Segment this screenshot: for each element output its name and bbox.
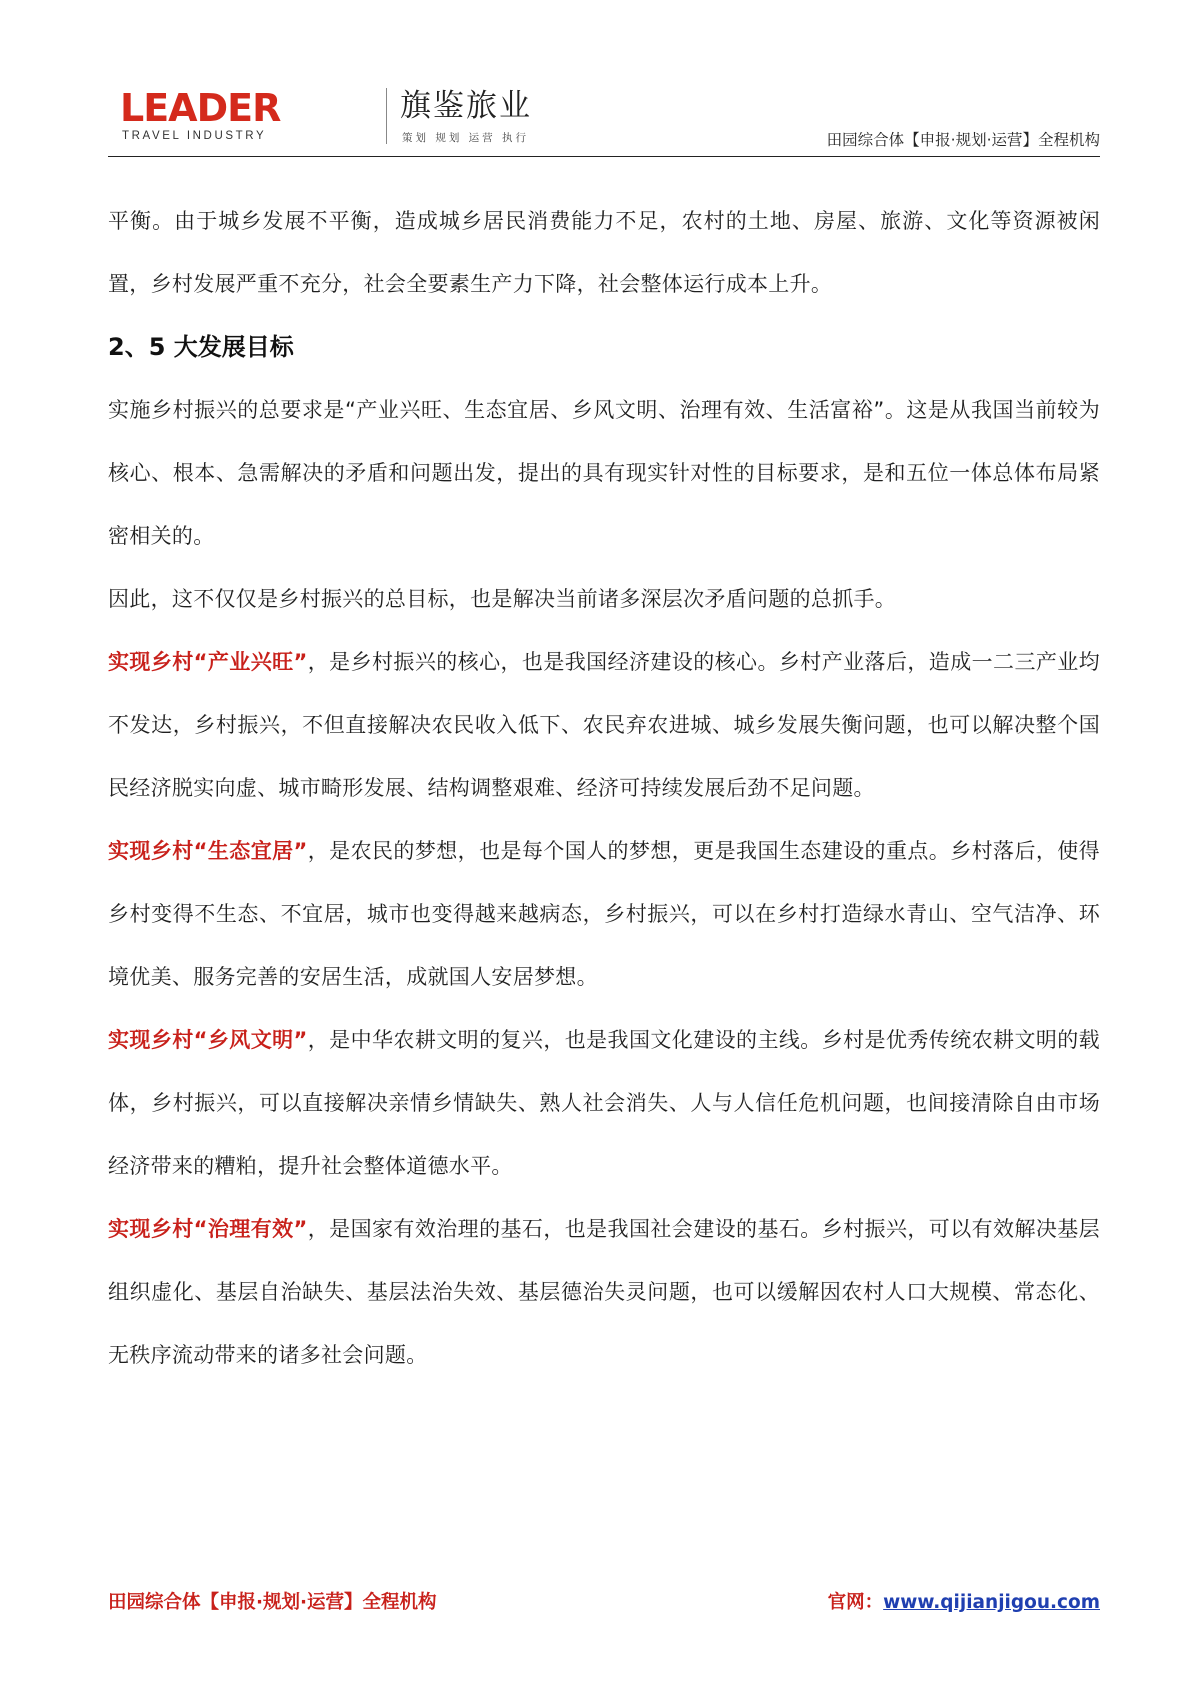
brand-name-cn: 旗鉴旅业 (400, 88, 532, 124)
page-header (108, 82, 1100, 156)
leader-logo: LEADER (120, 86, 281, 130)
logo-divider (386, 88, 387, 144)
goal-text-governance: ，是国家有效治理的基石，也是我国社会建设的基石。乡村振兴，可以有效解决基层组织虚化、基层自治缺失、基层法治失效、基层德治失灵问题，也可以缓解因农村人口大规模、常态化、无秩序流动带来的诸多社会问题。 (108, 1217, 1100, 1367)
section-heading: 2、5 大发展目标 (108, 333, 294, 361)
header-tagline: 田园综合体【申报·规划·运营】全程机构 (826, 131, 1100, 149)
paragraph-culture (108, 1009, 1100, 1198)
paragraph-governance (108, 1198, 1100, 1387)
paragraph-intro: 平衡。由于城乡发展不平衡，造成城乡居民消费能力不足，农村的土地、房屋、旅游、文化等资源被闲置，乡村发展严重不充分，社会全要素生产力下降，社会整体运行成本上升。 (108, 209, 1100, 296)
paragraph-summary: 因此，这不仅仅是乡村振兴的总目标，也是解决当前诸多深层次矛盾问题的总抓手。 (108, 587, 897, 611)
goal-text-ecology: ，是农民的梦想，也是每个国人的梦想，更是我国生态建设的重点。乡村落后，使得乡村变得不生态、不宜居，城市也变得越来越病态，乡村振兴，可以在乡村打造绿水青山、空气洁净、环境优美、服务完善的安居生活，成就国人安居梦想。 (108, 839, 1100, 989)
logo-subtitle: TRAVEL INDUSTRY (122, 130, 267, 142)
goal-lead-industry: 实现乡村“产业兴旺” (108, 650, 308, 674)
header-divider (108, 156, 1100, 157)
brand-subtitle-cn: 策划 规划 运营 执行 (402, 132, 530, 144)
document-body (108, 190, 1100, 1387)
website-link[interactable]: www.qijianjigou.com (883, 1592, 1100, 1613)
goal-text-culture: ，是中华农耕文明的复兴，也是我国文化建设的主线。乡村是优秀传统农耕文明的载体，乡村振兴，可以直接解决亲情乡情缺失、熟人社会消失、人与人信任危机问题，也间接清除自由市场经济带来的糟粕，提升社会整体道德水平。 (108, 1028, 1100, 1178)
website-label: 官网： (827, 1592, 884, 1613)
goal-lead-culture: 实现乡村“乡风文明” (108, 1028, 308, 1052)
paragraph-ecology (108, 820, 1100, 1009)
goal-text-industry: ，是乡村振兴的核心，也是我国经济建设的核心。乡村产业落后，造成一二三产业均不发达，乡村振兴，不但直接解决农民收入低下、农民弃农进城、城乡发展失衡问题，也可以解决整个国民经济脱实向虚、城市畸形发展、结构调整艰难、经济可持续发展后劲不足问题。 (108, 650, 1100, 800)
footer-tagline: 田园综合体【申报·规划·运营】全程机构 (108, 1592, 437, 1613)
goal-lead-governance: 实现乡村“治理有效” (108, 1217, 308, 1241)
footer-website (828, 1588, 1100, 1614)
paragraph-requirements: 实施乡村振兴的总要求是“产业兴旺、生态宜居、乡风文明、治理有效、生活富裕”。这是从我国当前较为核心、根本、急需解决的矛盾和问题出发，提出的具有现实针对性的目标要求，是和五位一体总体布局紧密相关的。 (108, 398, 1100, 548)
paragraph-industry (108, 631, 1100, 820)
goal-lead-ecology: 实现乡村“生态宜居” (108, 839, 308, 863)
